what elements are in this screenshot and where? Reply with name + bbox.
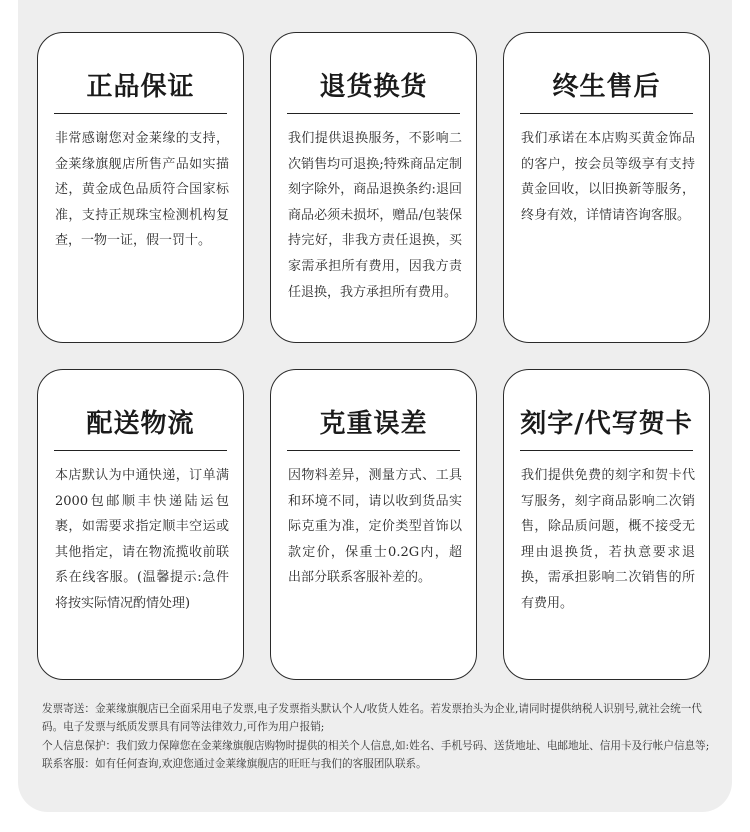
divider [54,450,227,451]
invoice-note: 发票寄送：金莱缘旗舰店已全面采用电子发票,电子发票指头默认个人/收货人姓名。若发票抬头为企业,请同时提供纳税人识别号,就社会统一代码。电子发票与纸质发票具有同等法律效力,可作为用户报销; [42,703,702,734]
divider [287,450,460,451]
card-title: 克重误差 [319,409,428,439]
card-genuine-guarantee [37,32,244,343]
card-title: 终生售后 [552,72,661,102]
card-lifetime-aftersales [503,32,710,343]
card-body: 非常感谢您对金莱缘的支持，金莱缘旗舰店所售产品如实描述，黄金成色品质符合国家标准，支持正规珠宝检测机构复查，一物一证，假一罚十。 [55,131,229,249]
divider [520,450,693,451]
card-title: 退货换货 [319,72,428,102]
card-body: 本店默认为中通快递，订单满2000包邮顺丰快递陆运包裹，如需要求指定顺丰空运或其他指定，请在物流揽收前联系在线客服。(温馨提示:急件将按实际情况酌情处理) [55,468,229,611]
card-body: 我们提供退换服务，不影响二次销售均可退换;特殊商品定制刻字除外，商品退换条约:退回商品必须未损坏，赠品/包装保持完好，非我方责任退换，买家需承担所有费用，因我方责任退换，我方承担所有费用。 [288,131,462,300]
privacy-note: 个人信息保护：我们致力保障您在金莱缘旗舰店购物时提供的相关个人信息,如:姓名、手机号码、送货地址、电邮地址、信用卡及行帐户信息等; [42,739,710,752]
card-engraving-greeting-card [503,369,710,680]
card-title: 刻字/代写贺卡 [520,409,693,439]
customer-service-note: 联系客服：如有任何查询,欢迎您通过金莱缘旗舰店的旺旺与我们的客服团队联系。 [42,757,427,770]
card-body: 我们提供免费的刻字和贺卡代写服务，刻字商品影响二次销售，除品质问题，概不接受无理由退换货，若执意要求退换，需承担影响二次销售的所有费用。 [521,468,695,611]
card-body: 我们承诺在本店购买黄金饰品的客户，按会员等级享有支持黄金回收，以旧换新等服务，终身有效，详情请咨询客服。 [521,131,695,223]
card-returns-exchanges [270,32,477,343]
card-body: 因物料差异，测量方式、工具和环境不同，请以收到货品实际克重为准，定价类型首饰以款定价，保重士0.2G内，超出部分联系客服补差的。 [288,468,462,586]
policy-notes [42,700,710,773]
card-title: 配送物流 [86,409,195,439]
card-delivery-logistics [37,369,244,680]
card-title: 正品保证 [86,72,195,102]
divider [520,113,693,114]
divider [287,113,460,114]
card-weight-tolerance [270,369,477,680]
divider [54,113,227,114]
